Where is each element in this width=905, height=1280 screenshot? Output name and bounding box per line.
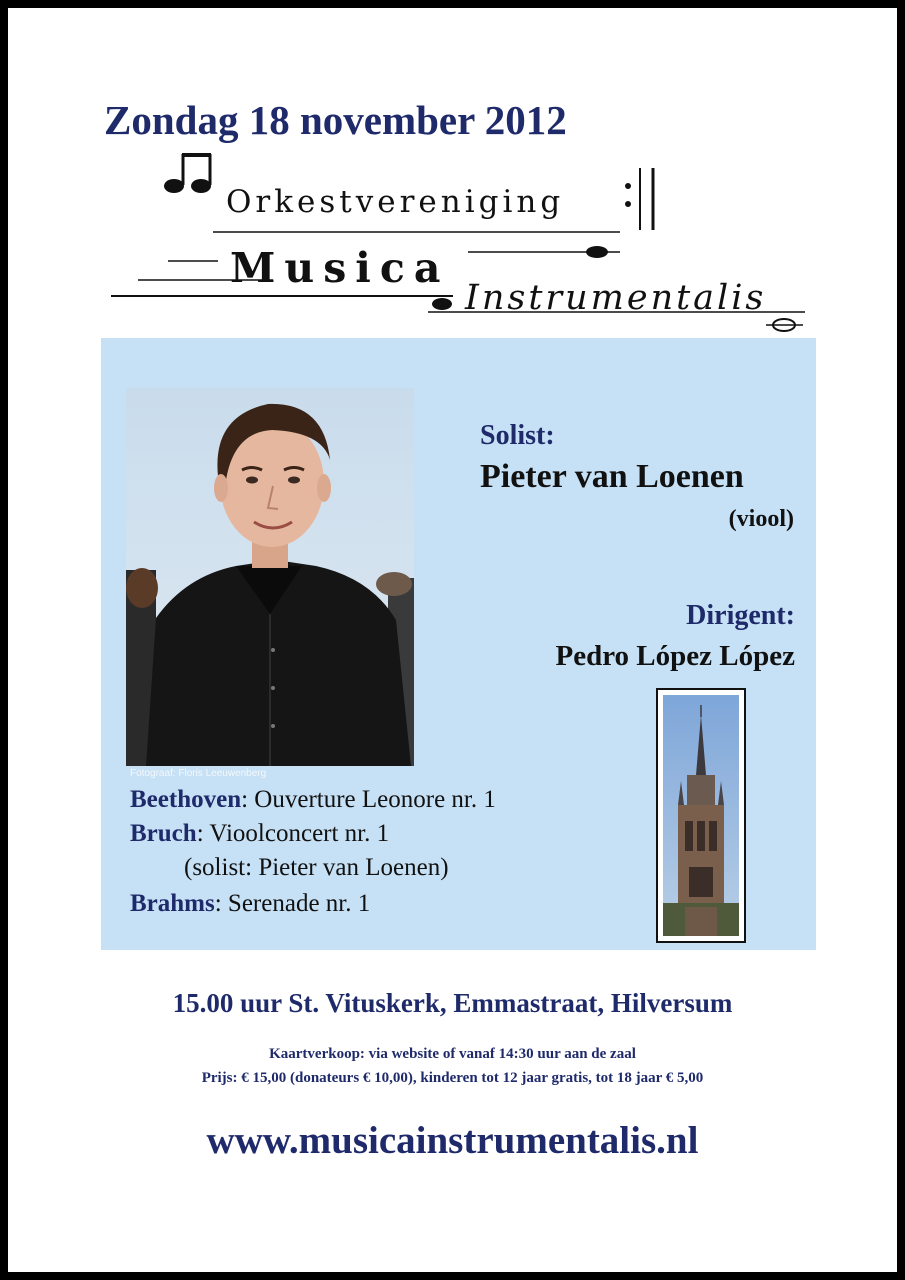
photo-credit: Fotograaf: Floris Leeuwenberg	[130, 768, 267, 779]
program-item	[184, 854, 449, 882]
price-info: Prijs: € 15,00 (donateurs € 10,00), kinderen tot 12 jaar gratis, tot 18 jaar € 5,00	[201, 1070, 704, 1086]
soloist-instrument: (viool)	[728, 506, 794, 532]
logo-instrumentalis: Instrumentalis	[465, 278, 767, 318]
logo-musica: Musica	[230, 244, 450, 292]
program-work: : Vioolconcert nr. 1	[196, 820, 390, 847]
whole-note-icon	[766, 319, 803, 331]
conductor-label: Dirigent:	[686, 600, 795, 631]
ticket-info: Kaartverkoop: via website of vanaf 14:30 uur aan de zaal	[269, 1046, 636, 1062]
soloist-label: Solist:	[480, 420, 555, 451]
soloist-name: Pieter van Loenen	[480, 458, 744, 495]
program-item	[130, 820, 389, 848]
soloist-photo	[126, 388, 414, 766]
music-note-icon	[164, 154, 211, 193]
logo-orchestra-label: Orkestvereniging	[226, 184, 565, 220]
note-head	[586, 246, 608, 258]
program-work: : Ouverture Leonore nr. 1	[241, 786, 496, 813]
note-head	[432, 298, 452, 310]
program-item	[130, 786, 496, 814]
program-work: : Serenade nr. 1	[214, 890, 371, 917]
conductor-name: Pedro López López	[555, 640, 795, 672]
concert-date: Zondag 18 november 2012	[104, 97, 567, 143]
program-composer: Bruch	[130, 820, 197, 847]
church-photo	[656, 688, 746, 943]
venue-info: 15.00 uur St. Vituskerk, Emmastraat, Hilversum	[172, 988, 733, 1018]
program-item	[130, 890, 370, 918]
program-composer: Beethoven	[130, 786, 242, 813]
poster-page	[8, 8, 897, 1272]
repeat-sign-icon	[625, 168, 653, 230]
program-work: (solist: Pieter van Loenen)	[184, 854, 449, 881]
website-link[interactable]: www.musicainstrumentalis.nl	[206, 1119, 699, 1162]
program-composer: Brahms	[130, 890, 215, 917]
